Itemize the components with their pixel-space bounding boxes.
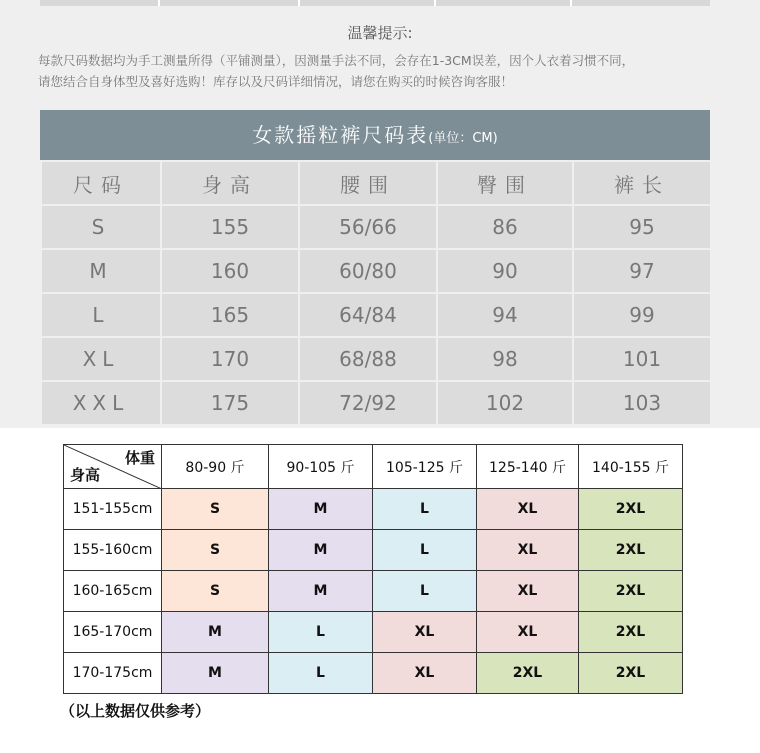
size-header-cell: 裤长 [573,161,711,205]
size-value-cell: 95 [573,205,711,249]
recommended-size-cell: L [373,489,477,530]
recommended-size-cell: S [162,571,269,612]
recommended-size-cell: 2XL [579,489,683,530]
recommended-size-cell: S [162,530,269,571]
size-label-cell: M [41,249,161,293]
weight-header: 125-140 斤 [477,445,579,489]
recommended-size-cell: M [162,653,269,694]
size-value-cell: 68/88 [299,337,437,381]
size-value-cell: 102 [437,381,573,425]
recommended-size-cell: 2XL [579,653,683,694]
weight-row [64,489,683,530]
recommended-size-cell: L [269,653,373,694]
weight-header: 105-125 斤 [373,445,477,489]
size-row [41,205,711,249]
recommended-size-cell: S [162,489,269,530]
recommended-size-cell: M [162,612,269,653]
size-row [41,293,711,337]
size-value-cell: 155 [161,205,299,249]
size-label-cell: XXL [41,381,161,425]
weight-row [64,612,683,653]
recommended-size-cell: XL [373,612,477,653]
height-range-cell: 151-155cm [64,489,162,530]
tips-line-1: 每款尺码数据均为手工测量所得（平铺测量），因测量手法不同，会存在1-3CM误差，因个人衣着习惯不同， [38,53,635,68]
size-header-cell: 身高 [161,161,299,205]
recommended-size-cell: XL [373,653,477,694]
corner-weight-label: 体重 [124,449,155,467]
height-range-cell: 165-170cm [64,612,162,653]
size-value-cell: 175 [161,381,299,425]
size-value-cell: 72/92 [299,381,437,425]
size-value-cell: 90 [437,249,573,293]
size-value-cell: 160 [161,249,299,293]
recommended-size-cell: XL [477,612,579,653]
size-chart-table [40,160,712,426]
weight-row [64,571,683,612]
size-value-cell: 56/66 [299,205,437,249]
recommended-size-cell: XL [477,530,579,571]
height-range-cell: 160-165cm [64,571,162,612]
recommended-size-cell: L [373,530,477,571]
size-row [41,337,711,381]
weight-header-row [64,445,683,489]
size-chart-title: 女款摇粒裤尺码表 [252,123,429,147]
weight-row [64,653,683,694]
size-value-cell: 103 [573,381,711,425]
top-table-strip [40,0,710,6]
size-value-cell: 99 [573,293,711,337]
size-label-cell: XL [41,337,161,381]
size-label-cell: S [41,205,161,249]
size-header-row [41,161,711,205]
size-value-cell: 60/80 [299,249,437,293]
weight-header: 80-90 斤 [162,445,269,489]
weight-header: 140-155 斤 [579,445,683,489]
recommended-size-cell: M [269,489,373,530]
height-range-cell: 170-175cm [64,653,162,694]
weight-header: 90-105 斤 [269,445,373,489]
size-value-cell: 165 [161,293,299,337]
size-row [41,381,711,425]
recommended-size-cell: XL [477,571,579,612]
height-range-cell: 155-160cm [64,530,162,571]
recommended-size-cell: L [269,612,373,653]
corner-cell [64,445,162,489]
recommended-size-cell: 2XL [579,612,683,653]
size-value-cell: 97 [573,249,711,293]
size-value-cell: 64/84 [299,293,437,337]
size-row [41,249,711,293]
size-header-cell: 腰围 [299,161,437,205]
tips-title: 温馨提示: [347,24,413,42]
size-value-cell: 101 [573,337,711,381]
size-chart-unit: (单位：CM) [428,131,498,146]
weight-row [64,530,683,571]
recommended-size-cell: 2XL [579,530,683,571]
recommended-size-cell: XL [477,489,579,530]
size-label-cell: L [41,293,161,337]
size-header-cell: 尺码 [41,161,161,205]
size-header-cell: 臀围 [437,161,573,205]
recommended-size-cell: L [373,571,477,612]
recommended-size-cell: M [269,571,373,612]
size-value-cell: 98 [437,337,573,381]
corner-height-label: 身高 [70,466,101,484]
size-value-cell: 94 [437,293,573,337]
recommended-size-cell: 2XL [579,571,683,612]
weight-height-table [63,444,683,694]
recommended-size-cell: 2XL [477,653,579,694]
size-value-cell: 170 [161,337,299,381]
recommended-size-cell: M [269,530,373,571]
footnote: （以上数据仅供参考） [60,702,211,720]
tips-line-2: 请您结合自身体型及喜好选购！库存以及尺码详细情况，请您在购买的时候咨询客服！ [38,74,514,89]
size-chart-banner [40,110,710,160]
size-value-cell: 86 [437,205,573,249]
